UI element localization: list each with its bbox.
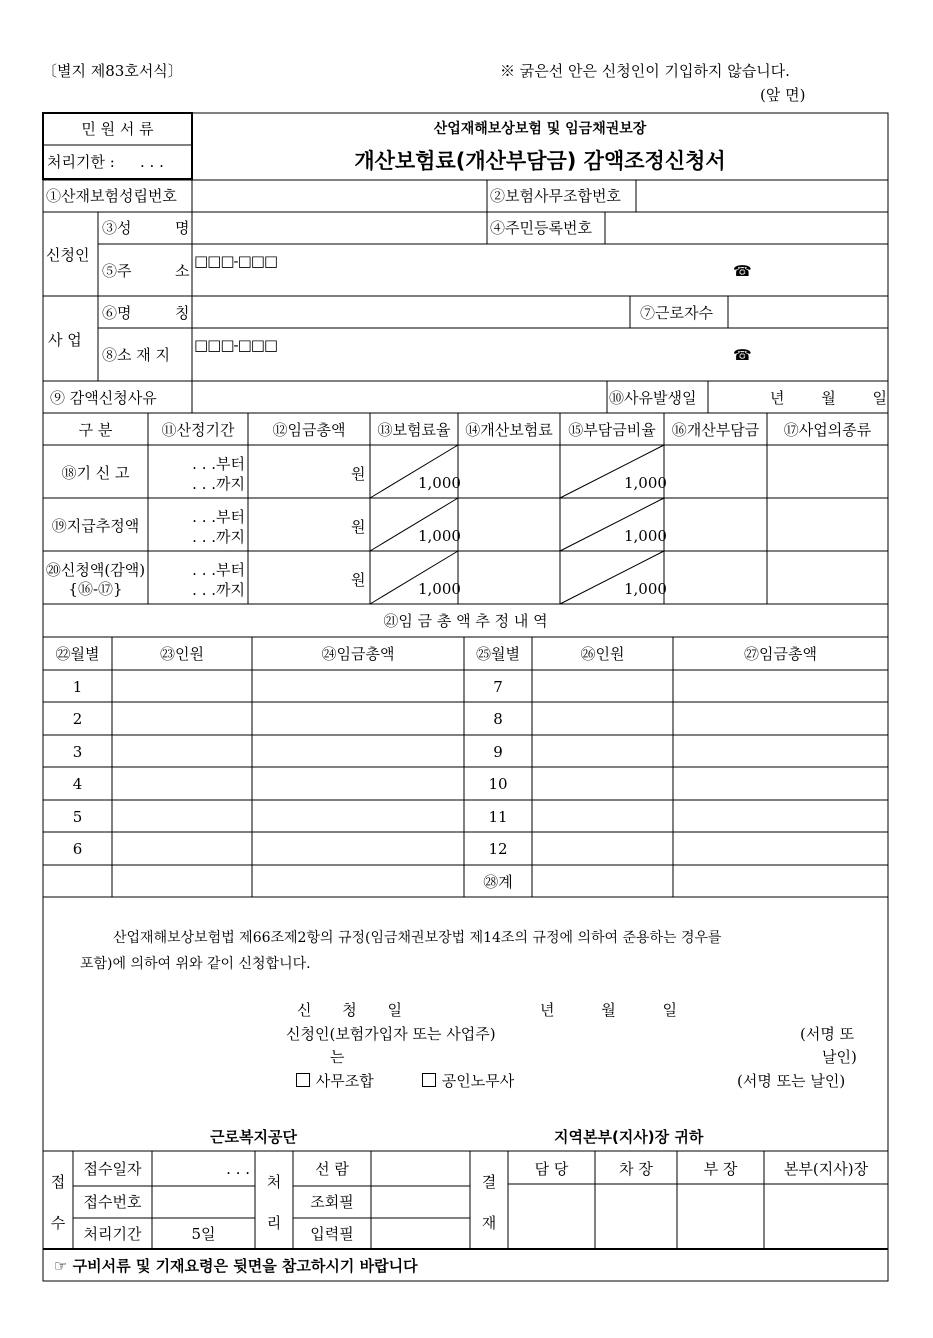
form-subtitle: 산업재해보상보험 및 임금채권보장 bbox=[433, 121, 647, 137]
input-label: 입력필 bbox=[310, 1225, 354, 1243]
calc-header-3: ⑬보험료율 bbox=[377, 421, 451, 439]
month-cell: 9 bbox=[493, 743, 503, 761]
sign-label-1b: 는 bbox=[330, 1048, 345, 1066]
period-value: 5일 bbox=[191, 1225, 216, 1243]
office-no-label: ②보험사무조합번호 bbox=[490, 187, 621, 205]
calc-header-2: ⑫임금총액 bbox=[272, 421, 346, 439]
name-label-2: 명 bbox=[175, 219, 190, 237]
rate-denominator: 1,000 bbox=[624, 580, 667, 598]
deadline-label: 처리기한 : bbox=[47, 153, 115, 171]
biz-name-label-2: 칭 bbox=[175, 304, 190, 322]
receipt-date-value[interactable]: . . . bbox=[226, 1160, 250, 1178]
wage-header-month: ㉒월별 bbox=[55, 645, 100, 663]
labor-option-checkbox[interactable] bbox=[422, 1072, 514, 1090]
month-cell: 5 bbox=[72, 808, 83, 826]
calc-header-0: 구 분 bbox=[78, 421, 113, 439]
approval-label-2: 재 bbox=[481, 1214, 497, 1232]
process-label: 처 bbox=[266, 1173, 282, 1191]
month-cell: 10 bbox=[488, 775, 508, 793]
calc-header-1: ⑪산정기간 bbox=[161, 421, 235, 439]
row-label-prior: ⑱기 신 고 bbox=[61, 464, 130, 482]
won-unit: 원 bbox=[351, 571, 366, 589]
location-label: ⑧소 재 지 bbox=[102, 346, 171, 364]
sign-label-1a: (서명 또 bbox=[800, 1025, 855, 1043]
applicant-line: 신청인(보험가입자 또는 사업주) bbox=[286, 1025, 496, 1043]
approver-manager: 부 장 bbox=[703, 1160, 738, 1178]
notice-text: ※ 굵은선 안은 신청인이 기입하지 않습니다. bbox=[500, 62, 790, 80]
wage-header-total-2: ㉗임금총액 bbox=[744, 645, 817, 663]
page-side: (앞 면) bbox=[760, 86, 806, 104]
approval-label: 결 bbox=[481, 1173, 497, 1191]
declaration-line-1: 산업재해보상보험법 제66조제2항의 규정(임금채권보장법 제14조의 규정에 의하여 준용하는 경우를 bbox=[113, 930, 722, 946]
rate-denominator: 1,000 bbox=[624, 474, 667, 492]
period-label: 처리기간 bbox=[83, 1225, 142, 1243]
form-title: 개산보험료(개산부담금) 감액조정신청서 bbox=[354, 149, 726, 173]
footer-note: ☞ 구비서류 및 기재요령은 뒷면을 참고하시기 바랍니다 bbox=[54, 1257, 418, 1275]
applicant-postal-boxes[interactable]: □□□-□□□ bbox=[194, 252, 278, 270]
won-unit: 원 bbox=[351, 518, 366, 536]
month-cell: 12 bbox=[488, 840, 508, 858]
business-label: 사 업 bbox=[48, 331, 82, 349]
office-option-checkbox[interactable] bbox=[296, 1072, 374, 1090]
review-label: 선 람 bbox=[315, 1160, 349, 1178]
period-to[interactable]: . . .까지 bbox=[192, 475, 245, 493]
workers-label: ⑦근로자수 bbox=[640, 304, 713, 322]
period-from[interactable]: . . .부터 bbox=[192, 508, 245, 526]
month-cell: 2 bbox=[72, 710, 83, 728]
receipt-label: 접 bbox=[50, 1173, 66, 1191]
rate-denominator: 1,000 bbox=[418, 580, 461, 598]
name-label: ③성 bbox=[102, 219, 132, 237]
period-to[interactable]: . . .까지 bbox=[192, 581, 245, 599]
wage-header-total: ㉔임금총액 bbox=[321, 645, 395, 663]
approver-staff: 담 당 bbox=[534, 1160, 569, 1178]
check-label: 조회필 bbox=[310, 1193, 354, 1211]
labor-option-label: 공인노무사 bbox=[441, 1072, 515, 1090]
month-cell: 11 bbox=[488, 808, 508, 826]
row-label-request: ⑳신청액(감액) bbox=[45, 561, 146, 579]
process-label-2: 리 bbox=[266, 1214, 282, 1232]
approver-deputy: 차 장 bbox=[619, 1160, 653, 1178]
apply-date-value[interactable]: 년 월 일 bbox=[540, 1001, 678, 1019]
sign-label-2: (서명 또는 날인) bbox=[737, 1072, 846, 1090]
sign-label-1c: 날인) bbox=[822, 1048, 857, 1066]
row-label-estimate: ⑲지급추정액 bbox=[51, 517, 140, 535]
occurrence-date-value[interactable]: 년 월 일 bbox=[770, 389, 888, 407]
wage-header-persons-2: ㉖인원 bbox=[580, 645, 625, 663]
period-from[interactable]: . . .부터 bbox=[192, 455, 245, 473]
row-label-request-2: {⑯-⑰} bbox=[68, 580, 123, 598]
calc-header-7: ⑰사업의종류 bbox=[783, 421, 872, 439]
calc-header-6: ⑯개산부담금 bbox=[671, 421, 760, 439]
form-number: 〔별지 제83호서식〕 bbox=[42, 62, 183, 80]
rate-denominator: 1,000 bbox=[418, 474, 461, 492]
phone-icon: ☎ bbox=[733, 346, 752, 364]
approver-head: 본부(지사)장 bbox=[783, 1160, 869, 1178]
month-cell: 6 bbox=[72, 840, 83, 858]
calc-header-5: ⑮부담금비율 bbox=[568, 421, 656, 439]
business-postal-boxes[interactable]: □□□-□□□ bbox=[194, 336, 278, 354]
reason-label: ⑨ 감액신청사유 bbox=[50, 389, 157, 407]
corp-name: 근로복지공단 bbox=[210, 1128, 297, 1146]
checkbox-icon[interactable] bbox=[296, 1073, 310, 1087]
phone-icon: ☎ bbox=[733, 262, 752, 280]
period-from[interactable]: . . .부터 bbox=[192, 561, 245, 579]
calc-header-4: ⑭개산보험료 bbox=[465, 421, 553, 439]
biz-name-label: ⑥명 bbox=[102, 304, 132, 322]
receipt-no-label: 접수번호 bbox=[83, 1193, 142, 1211]
occurrence-date-label: ⑩사유발생일 bbox=[609, 389, 697, 407]
rate-denominator: 1,000 bbox=[418, 527, 461, 545]
address-label: ⑤주 bbox=[102, 262, 132, 280]
month-cell: 7 bbox=[493, 678, 503, 696]
month-cell: 3 bbox=[72, 743, 83, 761]
declaration-line-2: 포함)에 의하여 위와 같이 신청합니다. bbox=[80, 956, 311, 972]
total-cell: ㉘계 bbox=[483, 873, 513, 891]
office-option-label: 사무조합 bbox=[315, 1072, 374, 1090]
receipt-label-2: 수 bbox=[50, 1214, 66, 1232]
wage-header-persons: ㉓인원 bbox=[160, 645, 204, 663]
wage-header-month-2: ㉕월별 bbox=[476, 645, 520, 663]
checkbox-icon[interactable] bbox=[422, 1073, 436, 1087]
resident-no-label: ④주민등록번호 bbox=[490, 219, 592, 237]
addressee: 지역본부(지사)장 귀하 bbox=[554, 1128, 704, 1146]
receipt-date-label: 접수일자 bbox=[83, 1160, 142, 1178]
deadline-value[interactable]: . . . bbox=[140, 153, 164, 171]
period-to[interactable]: . . .까지 bbox=[192, 528, 245, 546]
month-cell: 1 bbox=[72, 678, 83, 696]
won-unit: 원 bbox=[351, 465, 366, 483]
insurance-no-label: ①산재보험성립번호 bbox=[46, 187, 177, 205]
month-cell: 8 bbox=[493, 710, 503, 728]
wage-table-title: ㉑임 금 총 액 추 정 내 역 bbox=[383, 612, 548, 630]
rate-denominator: 1,000 bbox=[624, 527, 667, 545]
apply-date-label: 신 청 일 bbox=[297, 1001, 403, 1019]
month-cell: 4 bbox=[72, 775, 83, 793]
civil-doc-label: 민 원 서 류 bbox=[81, 120, 154, 138]
applicant-label: 신청인 bbox=[46, 246, 90, 264]
address-label-2: 소 bbox=[175, 262, 190, 280]
